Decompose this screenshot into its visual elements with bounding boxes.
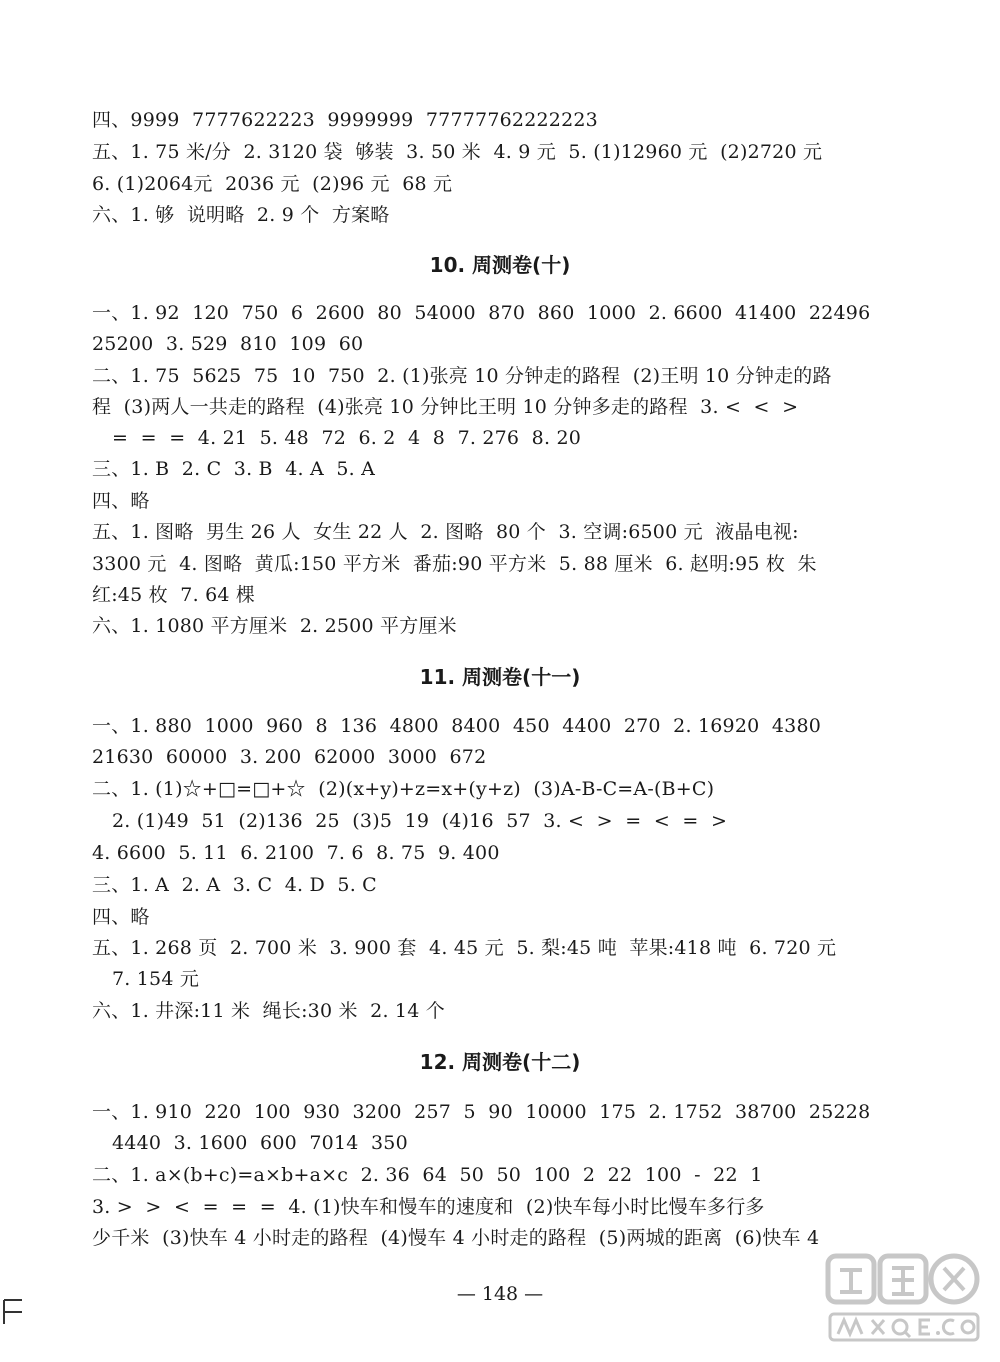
answer-line: = = = 4. 21 5. 48 72 6. 2 4 8 7. 276 8. 20 — [112, 427, 582, 449]
answer-line: 一、1. 880 1000 960 8 136 4800 8400 450 4400 270 2. 16920 4380 — [92, 715, 822, 737]
answer-line: 红:45 枚 7. 64 棵 — [92, 584, 256, 606]
answer-line: 3. > > < = = = 4. (1)快车和慢车的速度和 (2)快车每小时比慢车多行多 — [92, 1196, 765, 1218]
answer-line: 少千米 (3)快车 4 小时走的路程 (4)慢车 4 小时走的路程 (5)两城的距离 (6)快车 4 — [92, 1227, 820, 1249]
answer-line: 四、略 — [92, 490, 150, 512]
answer-line: 五、1. 图略 男生 26 人 女生 22 人 2. 图略 80 个 3. 空调:6500 元 液晶电视: — [92, 521, 799, 543]
answer-line: 二、1. 75 5625 75 10 750 2. (1)张亮 10 分钟走的路程 (2)王明 10 分钟走的路 — [92, 365, 832, 387]
section-heading: 12. 周测卷(十二) — [419, 1050, 581, 1074]
answer-line: 4. 6600 5. 11 6. 2100 7. 6 8. 75 9. 400 — [92, 842, 500, 864]
answer-line: 21630 60000 3. 200 62000 3000 672 — [92, 746, 487, 768]
answer-line: 2. (1)49 51 (2)136 25 (3)5 19 (4)16 57 3. < > = < = > — [112, 810, 728, 832]
watermark-logo-icon — [822, 1248, 982, 1348]
answer-line: 六、1. 1080 平方厘米 2. 2500 平方厘米 — [92, 615, 457, 637]
answer-line: 3300 元 4. 图略 黄瓜:150 平方米 番茄:90 平方米 5. 88 厘米 6. 赵明:95 枚 朱 — [92, 553, 817, 575]
answer-line: 三、1. B 2. C 3. B 4. A 5. A — [92, 458, 376, 480]
answer-line: 四、略 — [92, 906, 150, 928]
answer-line: 三、1. A 2. A 3. C 4. D 5. C — [92, 874, 377, 896]
answer-line: 6. (1)2064元 2036 元 (2)96 元 68 元 — [92, 173, 453, 195]
page-number: — 148 — — [456, 1283, 544, 1305]
answer-line: 五、1. 75 米/分 2. 3120 袋 够装 3. 50 米 4. 9 元 5. (1)12960 元 (2)2720 元 — [92, 141, 823, 163]
bracket-mark-icon — [0, 1298, 26, 1326]
section-heading: 10. 周测卷(十) — [429, 253, 571, 277]
answer-line: 4440 3. 1600 600 7014 350 — [112, 1132, 408, 1154]
answer-line: 7. 154 元 — [112, 968, 200, 990]
answer-line: 四、9999 7777622223 9999999 77777762222223 — [92, 109, 598, 131]
answer-line: 程 (3)两人一共走的路程 (4)张亮 10 分钟比王明 10 分钟多走的路程 3. < < > — [92, 396, 799, 418]
answer-line: 25200 3. 529 810 109 60 — [92, 333, 364, 355]
answer-line: 五、1. 268 页 2. 700 米 3. 900 套 4. 45 元 5. 梨:45 吨 苹果:418 吨 6. 720 元 — [92, 937, 837, 959]
section-heading: 11. 周测卷(十一) — [419, 665, 581, 689]
answer-line: 六、1. 够 说明略 2. 9 个 方案略 — [92, 204, 390, 226]
answer-line: 一、1. 910 220 100 930 3200 257 5 90 10000 175 2. 1752 38700 25228 — [92, 1101, 871, 1123]
answer-line: 一、1. 92 120 750 6 2600 80 54000 870 860 1000 2. 6600 41400 22496 — [92, 302, 871, 324]
answer-line: 六、1. 井深:11 米 绳长:30 米 2. 14 个 — [92, 1000, 445, 1022]
answer-line: 二、1. (1)☆+□=□+☆ (2)(x+y)+z=x+(y+z) (3)A-B-C=A-(B+C) — [92, 778, 715, 800]
answer-line: 二、1. a×(b+c)=a×b+a×c 2. 36 64 50 50 100 2 22 100 - 22 1 — [92, 1164, 763, 1186]
